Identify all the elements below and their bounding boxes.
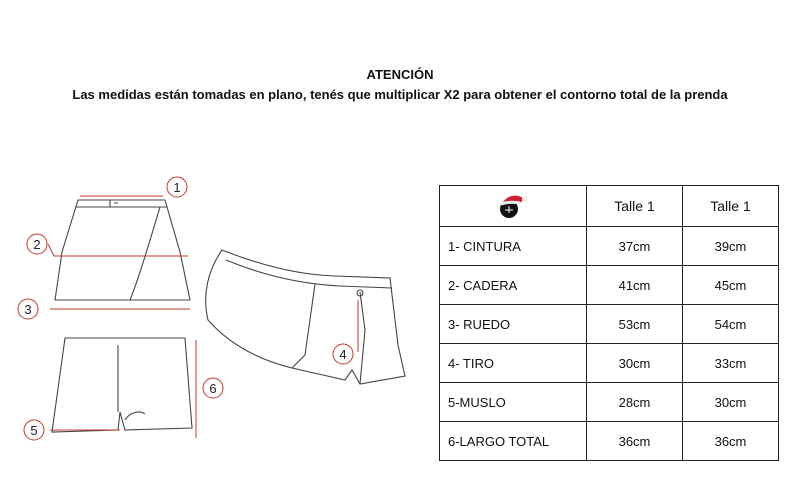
marker-label-4: 4 bbox=[339, 347, 347, 362]
table-row bbox=[440, 266, 779, 305]
table-row bbox=[440, 383, 779, 422]
marker-label-2: 2 bbox=[33, 237, 41, 252]
measure-value: 33cm bbox=[683, 344, 779, 383]
marker-label-3: 3 bbox=[24, 302, 32, 317]
measure-value: 36cm bbox=[587, 422, 683, 461]
measure-value: 53cm bbox=[587, 305, 683, 344]
marker-label-5: 5 bbox=[30, 423, 38, 438]
size-column-header: Talle 1 bbox=[587, 186, 683, 227]
header bbox=[0, 66, 800, 103]
table-row bbox=[440, 422, 779, 461]
santa-hat-logo-icon bbox=[496, 191, 530, 221]
measure-value: 36cm bbox=[683, 422, 779, 461]
table-row bbox=[440, 344, 779, 383]
measure-value: 41cm bbox=[587, 266, 683, 305]
size-table bbox=[439, 185, 779, 461]
table-row bbox=[440, 305, 779, 344]
measure-value: 28cm bbox=[587, 383, 683, 422]
size-column-header: Talle 1 bbox=[683, 186, 779, 227]
attention-title: ATENCIÓN bbox=[366, 67, 434, 82]
logo-cell bbox=[440, 186, 587, 227]
size-table-header bbox=[440, 186, 779, 227]
measure-value: 54cm bbox=[683, 305, 779, 344]
measure-label: 3- RUEDO bbox=[440, 305, 587, 344]
measure-value: 30cm bbox=[587, 344, 683, 383]
measure-value: 30cm bbox=[683, 383, 779, 422]
measure-value: 39cm bbox=[683, 227, 779, 266]
measure-value: 37cm bbox=[587, 227, 683, 266]
table-row bbox=[440, 227, 779, 266]
measure-label: 1- CINTURA bbox=[440, 227, 587, 266]
measure-label: 2- CADERA bbox=[440, 266, 587, 305]
measure-label: 6-LARGO TOTAL bbox=[440, 422, 587, 461]
measure-value: 45cm bbox=[683, 266, 779, 305]
measure-label: 5-MUSLO bbox=[440, 383, 587, 422]
garment-measurement-diagram bbox=[0, 160, 440, 460]
measure-label: 4- TIRO bbox=[440, 344, 587, 383]
marker-label-1: 1 bbox=[173, 180, 181, 195]
marker-label-6: 6 bbox=[209, 381, 217, 396]
attention-subtitle: Las medidas están tomadas en plano, tenés que multiplicar X2 para obtener el contorno total de la prenda bbox=[72, 87, 728, 102]
